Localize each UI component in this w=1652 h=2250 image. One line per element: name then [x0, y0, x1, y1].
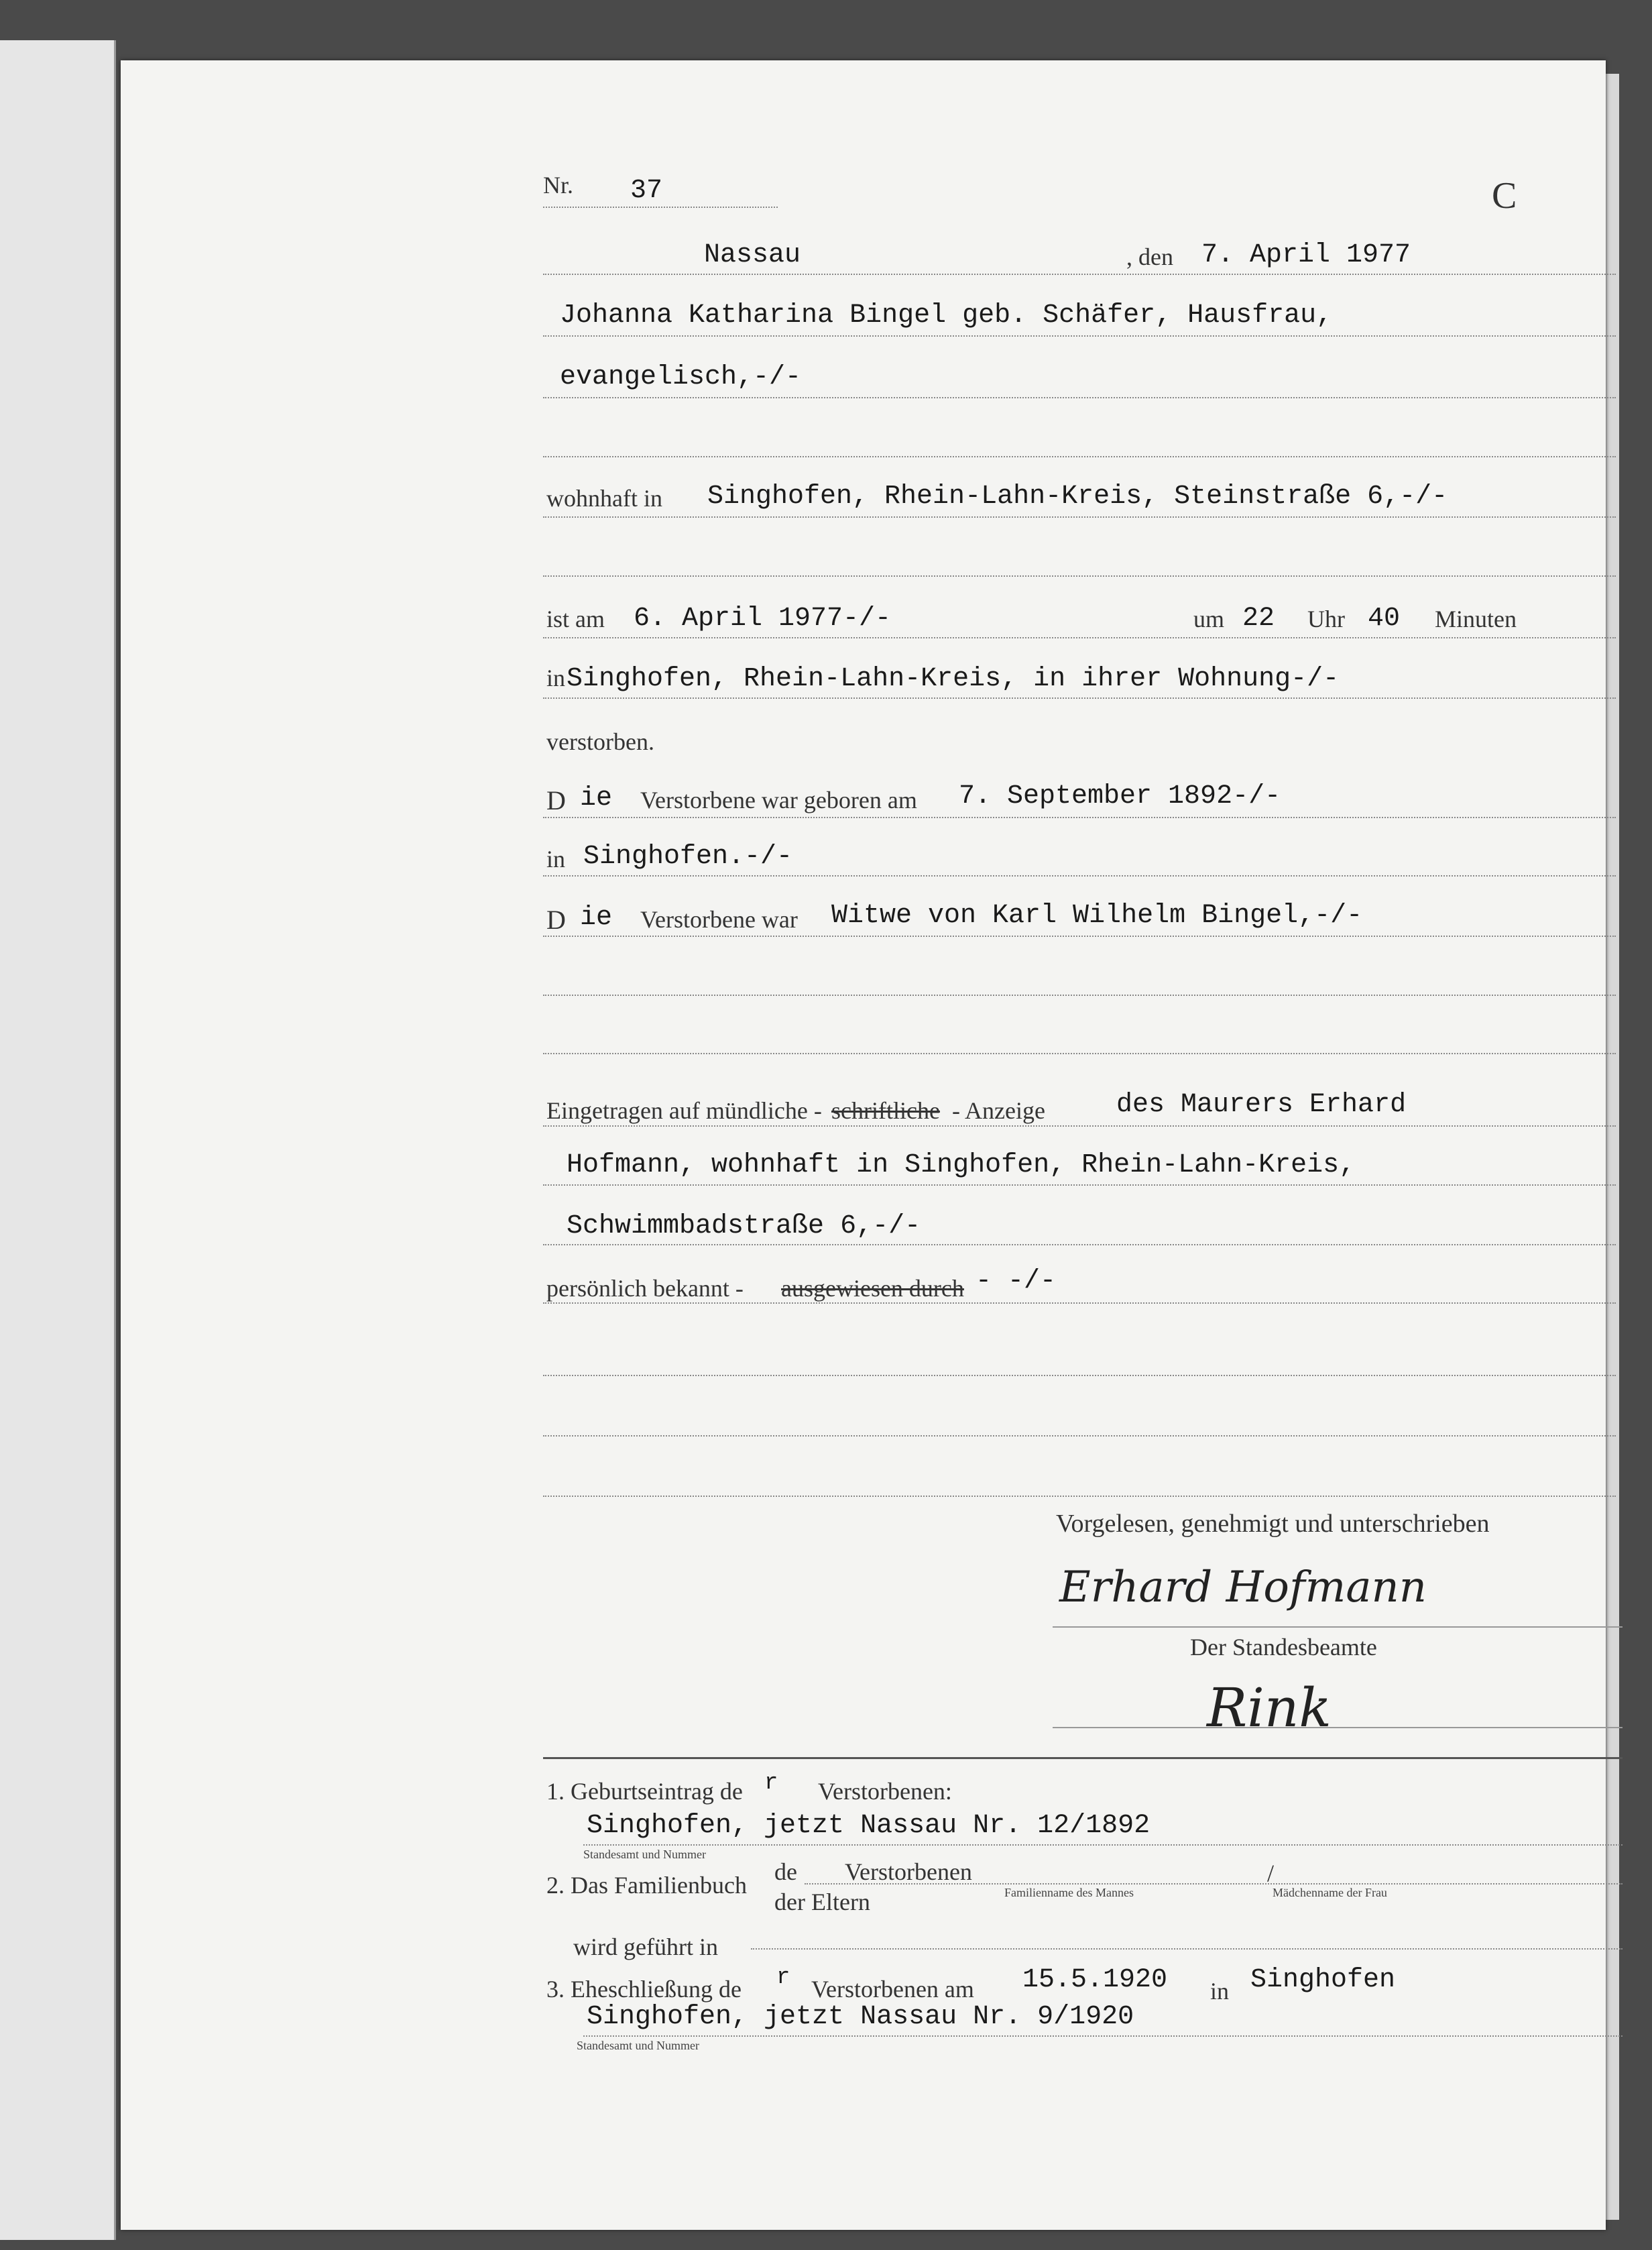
- status-ie: ie: [580, 903, 613, 933]
- geboren-d: D: [546, 785, 566, 815]
- bekannt-value: - -/-: [976, 1266, 1057, 1296]
- status-rule: [543, 936, 1616, 937]
- item3-label2: Verstorbenen am: [811, 1976, 974, 2003]
- official-signature-rule: [1053, 1727, 1622, 1728]
- place-line: [543, 274, 1616, 275]
- item1-rule: [583, 1844, 1622, 1846]
- blank-rule-6: [543, 1435, 1616, 1437]
- death-place-rule: [543, 697, 1616, 699]
- item3-suffix: r: [776, 1965, 790, 1990]
- blank-rule-1: [543, 456, 1616, 457]
- residence-rule: [543, 516, 1616, 518]
- item2-rule: [805, 1883, 1622, 1885]
- wohnhaft-label: wohnhaft in: [546, 485, 662, 512]
- uhr-label: Uhr: [1307, 606, 1345, 632]
- informant-line1: des Maurers Erhard: [1116, 1090, 1407, 1120]
- hour-value: 22: [1242, 604, 1275, 634]
- person-line2: evangelisch,-/-: [560, 362, 802, 392]
- item3-rule: [583, 2035, 1622, 2037]
- minuten-label: Minuten: [1435, 606, 1517, 632]
- residence-value: Singhofen, Rhein-Lahn-Kreis, Steinstraße 6,-/-: [707, 482, 1448, 512]
- ist-am-label: ist am: [546, 606, 605, 632]
- official-signature: Rink: [1207, 1677, 1332, 1739]
- item2-wird-rule: [751, 1948, 1622, 1950]
- birth-date-rule: [543, 817, 1616, 818]
- death-date-rule: [543, 637, 1616, 638]
- left-page: [0, 40, 116, 2240]
- blank-rule-4: [543, 1053, 1616, 1054]
- birth-in-label: in: [546, 846, 566, 873]
- person-line1: Johanna Katharina Bingel geb. Schäfer, Hausfrau,: [560, 300, 1333, 331]
- person-line2-rule: [543, 397, 1616, 398]
- ausgewiesen-struck: ausgewiesen durch: [781, 1275, 964, 1302]
- standesamt-caption-2: Standesamt und Nummer: [577, 2039, 699, 2052]
- status-value: Witwe von Karl Wilhelm Bingel,-/-: [831, 901, 1363, 931]
- item1-label2: Verstorbenen:: [818, 1778, 952, 1805]
- bekannt-label: persönlich bekannt -: [546, 1275, 744, 1302]
- item2-slash: /: [1267, 1860, 1275, 1887]
- anzeige-label: - Anzeige: [952, 1097, 1045, 1124]
- place-value: Nassau: [704, 240, 801, 270]
- informant-rule-2: [543, 1184, 1616, 1186]
- birth-place-rule: [543, 875, 1616, 877]
- birth-date-value: 7. September 1892-/-: [959, 781, 1281, 811]
- item2-verstorbenen: Verstorbenen: [845, 1858, 972, 1885]
- item1-suffix: r: [764, 1770, 778, 1796]
- birth-place-value: Singhofen.-/-: [583, 842, 793, 872]
- item1-value: Singhofen, jetzt Nassau Nr. 12/1892: [587, 1811, 1150, 1841]
- item3-label: 3. Eheschließung de: [546, 1976, 742, 2003]
- date-value: 7. April 1977: [1201, 240, 1411, 270]
- blank-rule-2: [543, 575, 1616, 577]
- standesamt-caption: Standesamt und Nummer: [583, 1848, 706, 1861]
- in-label: in: [546, 665, 566, 691]
- blank-rule-5: [543, 1375, 1616, 1376]
- nr-line: [543, 207, 778, 208]
- verstorben-label: verstorben.: [546, 728, 654, 755]
- maedchenname-caption: Mädchenname der Frau: [1273, 1886, 1387, 1899]
- status-label: Verstorbene war: [640, 906, 798, 933]
- vorgelesen-text: Vorgelesen, genehmigt und unterschrieben: [1056, 1510, 1490, 1538]
- item3-value: Singhofen, jetzt Nassau Nr. 9/1920: [587, 2002, 1134, 2032]
- blank-rule-7: [543, 1496, 1616, 1497]
- document-page: [121, 60, 1606, 2230]
- informant-line2: Hofmann, wohnhaft in Singhofen, Rhein-Lahn-Kreis,: [567, 1150, 1356, 1180]
- geboren-label: Verstorbene war geboren am: [640, 787, 917, 813]
- nr-value: 37: [630, 176, 663, 206]
- item1-label: 1. Geburtseintrag de: [546, 1778, 743, 1805]
- standesbeamte-label: Der Standesbeamte: [1190, 1634, 1377, 1661]
- um-label: um: [1193, 606, 1225, 632]
- blank-rule-3: [543, 995, 1616, 996]
- item3-in: in: [1210, 1978, 1230, 2005]
- corner-letter: C: [1492, 175, 1517, 217]
- eingetragen-label: Eingetragen auf mündliche -: [546, 1097, 822, 1124]
- schriftliche-struck: schriftliche: [831, 1097, 940, 1124]
- informant-line3: Schwimmbadstraße 6,-/-: [567, 1211, 921, 1241]
- death-place-value: Singhofen, Rhein-Lahn-Kreis, in ihrer Wohnung-/-: [567, 664, 1340, 694]
- informant-signature: Erhard Hofmann: [1059, 1563, 1427, 1612]
- den-label: , den: [1126, 243, 1173, 270]
- geboren-ie: ie: [580, 783, 613, 813]
- page-edge: [1606, 74, 1619, 2220]
- item2-eltern: der Eltern: [774, 1889, 870, 1915]
- informant-rule-3: [543, 1244, 1616, 1245]
- minute-value: 40: [1368, 604, 1401, 634]
- item3-date: 15.5.1920: [1022, 1965, 1168, 1995]
- person-line1-rule: [543, 335, 1616, 337]
- item3-place: Singhofen: [1250, 1965, 1396, 1995]
- bekannt-rule: [543, 1302, 1616, 1304]
- death-date-value: 6. April 1977-/-: [634, 604, 892, 634]
- status-d: D: [546, 905, 566, 935]
- section-divider: [543, 1757, 1622, 1759]
- informant-signature-rule: [1053, 1626, 1622, 1628]
- nr-label: Nr.: [543, 172, 573, 199]
- item2-label: 2. Das Familienbuch: [546, 1872, 747, 1899]
- informant-rule-1: [543, 1125, 1616, 1127]
- item2-wird-label: wird geführt in: [573, 1933, 718, 1960]
- familienname-caption: Familienname des Mannes: [1004, 1886, 1134, 1899]
- item2-de: de: [774, 1858, 797, 1885]
